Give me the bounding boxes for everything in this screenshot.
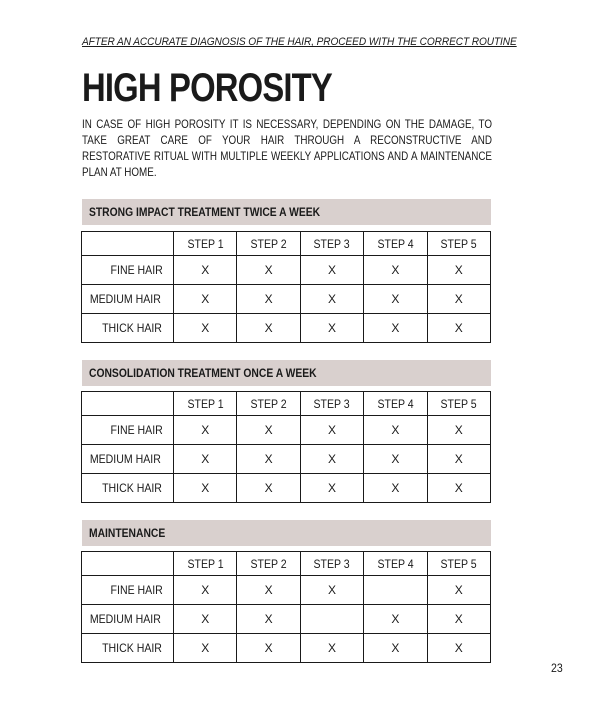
table-row: [82, 256, 491, 285]
section-header-strong-impact: [82, 199, 491, 225]
table-header-row: [82, 552, 491, 576]
table-cell: X: [300, 256, 363, 285]
table-cell: X: [300, 474, 363, 503]
table-cell: X: [237, 285, 300, 314]
table-cell: X: [300, 285, 363, 314]
step-header: STEP 3: [300, 392, 363, 416]
step-header: STEP 4: [364, 552, 427, 576]
table-cell: X: [300, 416, 363, 445]
table-cell: X: [237, 416, 300, 445]
step-header: STEP 5: [427, 552, 490, 576]
table-cell: X: [237, 256, 300, 285]
table-cell: X: [364, 416, 427, 445]
table-cell: X: [427, 285, 490, 314]
table-cell: X: [364, 474, 427, 503]
row-label: FINE HAIR: [82, 256, 174, 285]
table-row: [82, 285, 491, 314]
table-row: [82, 605, 491, 634]
table-row: [82, 416, 491, 445]
step-header: STEP 3: [300, 552, 363, 576]
row-label: THICK HAIR: [82, 474, 174, 503]
table-cell: X: [174, 634, 237, 663]
step-header: STEP 2: [237, 552, 300, 576]
table-cell: X: [300, 576, 363, 605]
table-cell: X: [174, 314, 237, 343]
row-label: MEDIUM HAIR: [82, 605, 174, 634]
table-row: [82, 314, 491, 343]
step-header: STEP 5: [427, 232, 490, 256]
table-cell: X: [300, 445, 363, 474]
table-cell: X: [237, 576, 300, 605]
table-cell: X: [427, 256, 490, 285]
step-header: STEP 1: [174, 552, 237, 576]
treatment-table-strong-impact: [81, 231, 491, 343]
table-cell: X: [174, 256, 237, 285]
step-header: STEP 1: [174, 392, 237, 416]
section-title: MAINTENANCE: [89, 526, 166, 540]
table-cell: X: [364, 285, 427, 314]
row-label: FINE HAIR: [82, 416, 174, 445]
table-row: [82, 445, 491, 474]
section-title: STRONG IMPACT TREATMENT TWICE A WEEK: [89, 205, 321, 219]
row-label: MEDIUM HAIR: [82, 445, 174, 474]
table-header-row: [82, 392, 491, 416]
table-cell: X: [174, 474, 237, 503]
table-cell: X: [364, 314, 427, 343]
table-header-row: [82, 232, 491, 256]
table-row: [82, 474, 491, 503]
table-cell: X: [364, 445, 427, 474]
table-cell: X: [174, 445, 237, 474]
intro-paragraph: IN CASE OF HIGH POROSITY IT IS NECESSARY, DEPENDING ON THE DAMAGE, TO TAKE GREAT CARE OF YOUR HAIR THROUGH A RECONSTRUCTIVE AND RESTORATIVE RITUAL WITH MULTIPLE WEEKLY APPLICATIONS AND A MAINTENANCE PLAN AT HOME.: [82, 117, 492, 179]
page-title: HIGH POROSITY: [82, 66, 332, 110]
table-cell: [364, 576, 427, 605]
table-cell: X: [174, 576, 237, 605]
step-header: STEP 2: [237, 232, 300, 256]
step-header: STEP 4: [364, 392, 427, 416]
page-number: 23: [551, 661, 563, 675]
table-cell: X: [174, 285, 237, 314]
table-cell: X: [427, 576, 490, 605]
table-cell: X: [427, 605, 490, 634]
table-cell: X: [300, 634, 363, 663]
table-row: [82, 634, 491, 663]
table-cell: [300, 605, 363, 634]
table-cell: X: [237, 314, 300, 343]
row-label: THICK HAIR: [82, 634, 174, 663]
row-label: THICK HAIR: [82, 314, 174, 343]
section-header-maintenance: [82, 520, 491, 546]
page-kicker: AFTER AN ACCURATE DIAGNOSIS OF THE HAIR, PROCEED WITH THE CORRECT ROUTINE: [82, 36, 517, 48]
table-cell: X: [300, 314, 363, 343]
table-cell: X: [237, 634, 300, 663]
table-cell: X: [237, 605, 300, 634]
step-header: STEP 5: [427, 392, 490, 416]
treatment-table-maintenance: [81, 551, 491, 663]
step-header: STEP 2: [237, 392, 300, 416]
table-row: [82, 576, 491, 605]
section-header-consolidation: [82, 360, 491, 386]
step-header: STEP 4: [364, 232, 427, 256]
table-cell: X: [427, 416, 490, 445]
corner-cell: [82, 552, 174, 576]
table-cell: X: [427, 634, 490, 663]
table-cell: X: [427, 314, 490, 343]
row-label: FINE HAIR: [82, 576, 174, 605]
table-cell: X: [427, 474, 490, 503]
table-cell: X: [174, 605, 237, 634]
step-header: STEP 1: [174, 232, 237, 256]
table-cell: X: [364, 256, 427, 285]
corner-cell: [82, 232, 174, 256]
table-cell: X: [364, 605, 427, 634]
table-cell: X: [237, 474, 300, 503]
table-cell: X: [364, 634, 427, 663]
section-title: CONSOLIDATION TREATMENT ONCE A WEEK: [89, 366, 317, 380]
step-header: STEP 3: [300, 232, 363, 256]
table-cell: X: [427, 445, 490, 474]
corner-cell: [82, 392, 174, 416]
row-label: MEDIUM HAIR: [82, 285, 174, 314]
table-cell: X: [237, 445, 300, 474]
treatment-table-consolidation: [81, 391, 491, 503]
table-cell: X: [174, 416, 237, 445]
